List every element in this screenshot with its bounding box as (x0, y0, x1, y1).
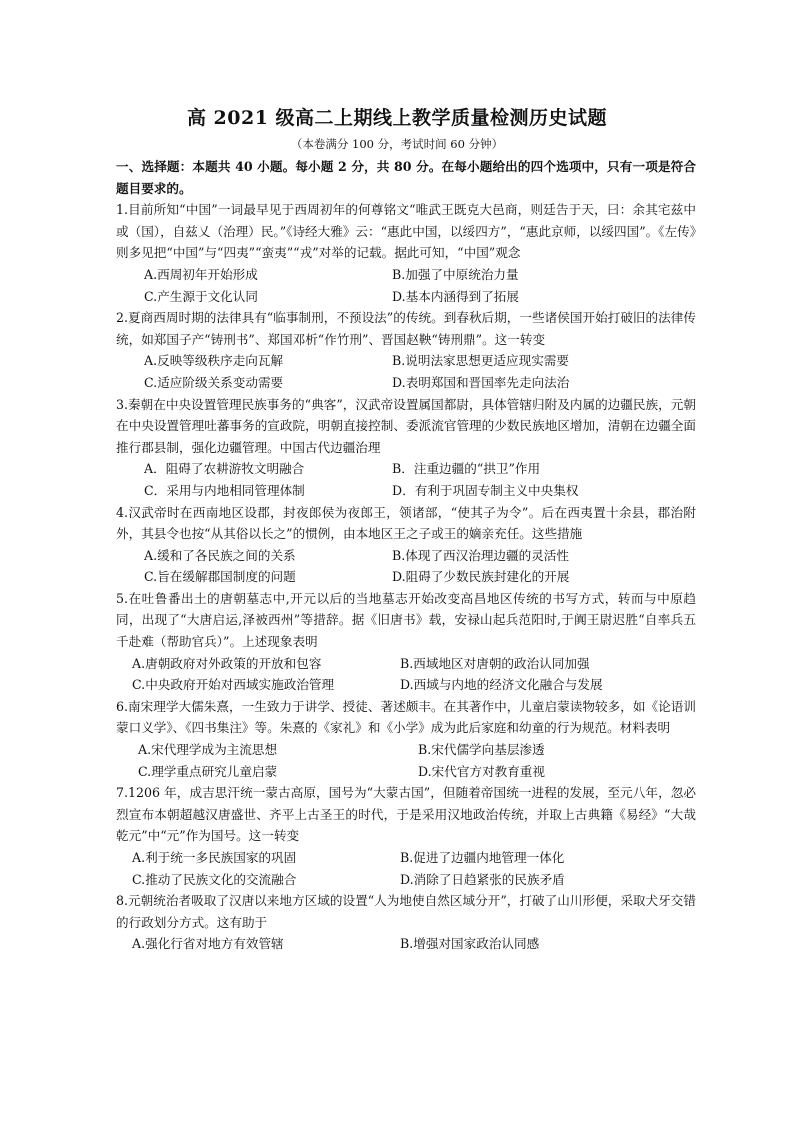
option-grid (116, 653, 696, 696)
option-C: C.理学重点研究儿童启蒙 (138, 763, 278, 779)
option-A: A.西周初年开始形成 (144, 266, 258, 282)
question-3 (116, 394, 696, 502)
option-grid (116, 264, 696, 307)
option-B: B.宋代儒学向基层渗透 (418, 742, 545, 758)
question-4 (116, 502, 696, 588)
question-list (116, 199, 696, 955)
option-grid (116, 350, 696, 393)
option-B: B.西域地区对唐朝的政治认同加强 (400, 655, 590, 671)
option-B: B.说明法家思想更适应现实需要 (392, 353, 569, 369)
option-D: D.阻碍了少数民族封建化的开展 (392, 569, 570, 585)
page-title: 高 2021 级高二上期线上教学质量检测历史试题 (186, 107, 608, 129)
question-5 (116, 588, 696, 696)
option-grid (116, 545, 696, 588)
option-A: A.缓和了各民族之间的关系 (144, 547, 296, 563)
option-A: A.唐朝政府对外政策的开放和包容 (132, 655, 322, 671)
option-C: C.适应阶级关系变动需要 (144, 374, 284, 390)
option-B: B.体现了西汉治理边疆的灵活性 (392, 547, 569, 563)
question-stem: 1.目前所知“中国”一词最早见于西周初年的何尊铭文“唯武王既克大邑商，则廷告于天，曰：余其宅兹中或（国），自兹乂（治理）民。”《诗经大雅》云：“惠此中国，以绥四方”，“惠此京师，以绥四国”。《左传》则多见把“中国”与“四夷”“蛮夷”“戎”对举的记载。据此可知，“中国”观念 (116, 202, 697, 261)
option-D: D.消除了日趋紧张的民族矛盾 (400, 871, 565, 887)
question-7 (116, 782, 696, 890)
option-C: C.中央政府开始对西域实施政治管理 (132, 677, 335, 693)
question-8 (116, 890, 696, 955)
option-C: C.产生源于文化认同 (144, 288, 258, 304)
option-C: C.旨在缓解郡国制度的问题 (144, 569, 296, 585)
option-grid (116, 739, 696, 782)
section-heading: 一、选择题：本题共 40 小题。每小题 2 分，共 80 分。在每小题给出的四个选项中，只有一项是符合题目要求的。 (116, 159, 696, 196)
page-subtitle: （本卷满分 100 分，考试时间 60 分钟） (290, 137, 504, 151)
question-6 (116, 696, 696, 782)
question-2 (116, 307, 696, 393)
question-1 (116, 199, 696, 307)
option-D: D.西域与内地的经济文化融合与发展 (400, 677, 603, 693)
question-stem: 5.在吐鲁番出土的唐朝墓志中,开元以后的当地墓志开始改变高昌地区传统的书写方式，转而与中原趋同，出现了“大唐启运,泽被西州”等措辞。据《旧唐书》载，安禄山起兵范阳时,于阗王尉迟胜“自率兵五千赴难（帮助官兵）”。上述现象表明 (116, 590, 696, 650)
option-D: D.宋代官方对教育重视 (418, 763, 545, 779)
question-stem: 4.汉武帝时在西南地区设郡，封夜郎侯为夜郎王，领诸部，“使其子为令”。后在西夷置十余县，郡治附外，其县令也按“从其俗以长之”的惯例，由本地区王之子或王的嫡亲充任。这些措施 (116, 504, 696, 542)
option-A: A．阻碍了农耕游牧文明融合 (144, 461, 305, 477)
option-B: B.增强对国家政治认同感 (400, 936, 540, 952)
option-A: A.利于统一多民族国家的巩固 (132, 850, 297, 865)
option-grid (116, 458, 696, 501)
question-stem: 6.南宋理学大儒朱熹，一生致力于讲学、授徒、著述颇丰。在其著作中，儿童启蒙读物较多，如《论语训蒙口义学》、《四书集注》等。朱熹的《家礼》和《小学》成为此后家庭和幼童的行为规范。材料表明 (116, 698, 696, 736)
option-D: D．有利于巩固专制主义中央集权 (392, 482, 579, 498)
option-D: D.表明郑国和晋国率先走向法治 (392, 374, 570, 390)
option-B: B.促进了边疆内地管理一体化 (400, 850, 565, 865)
option-C: C．采用与内地相同管理体制 (144, 482, 305, 498)
option-A: A.反映等级秩序走向瓦解 (144, 353, 284, 369)
option-grid (116, 847, 696, 890)
question-stem: 7.1206 年，成吉思汗统一蒙古高原，国号为“大蒙古国”，但随着帝国统一进程的发展，至元八年，忽必烈宣布本朝超越汉唐盛世、齐平上古圣王的时代，于是采用汉地政治传统，并取上古典籍《易经》“大哉乾元”中“元”作为国号。这一转变 (116, 785, 696, 844)
option-C: C.推动了民族文化的交流融合 (132, 871, 297, 887)
option-B: B．注重边疆的“拱卫”作用 (392, 461, 541, 477)
option-A: A.宋代理学成为主流思想 (138, 742, 278, 758)
option-B: B.加强了中原统治力量 (392, 266, 519, 282)
exam-content (116, 156, 696, 955)
option-A: A.强化行省对地方有效管辖 (132, 936, 284, 952)
question-stem: 8.元朝统治者吸取了汉唐以来地方区域的设置“人为地使自然区域分开”，打破了山川形便，采取犬牙交错的行政划分方式。这有助于 (116, 893, 696, 930)
option-grid (116, 933, 696, 955)
question-stem: 2.夏商西周时期的法律具有“临事制刑，不预设法”的传统。到春秋后期，一些诸侯国开始打破旧的法律传统，如郑国子产“铸刑书”、郑国邓析“作竹刑”、晋国赵鞅“铸刑鼎”。这一转变 (116, 310, 696, 347)
option-D: D.基本内涵得到了拓展 (392, 288, 519, 304)
question-stem: 3.秦朝在中央设置管理民族事务的“典客”，汉武帝设置属国都尉，具体管辖归附及内属的边疆民族，元朝在中央设置管理吐蕃事务的宣政院，明朝直接控制、委派流官管理的少数民族地区增加，清朝在边疆全面推行郡县制，强化边疆管理。中国古代边疆治理 (116, 396, 696, 455)
